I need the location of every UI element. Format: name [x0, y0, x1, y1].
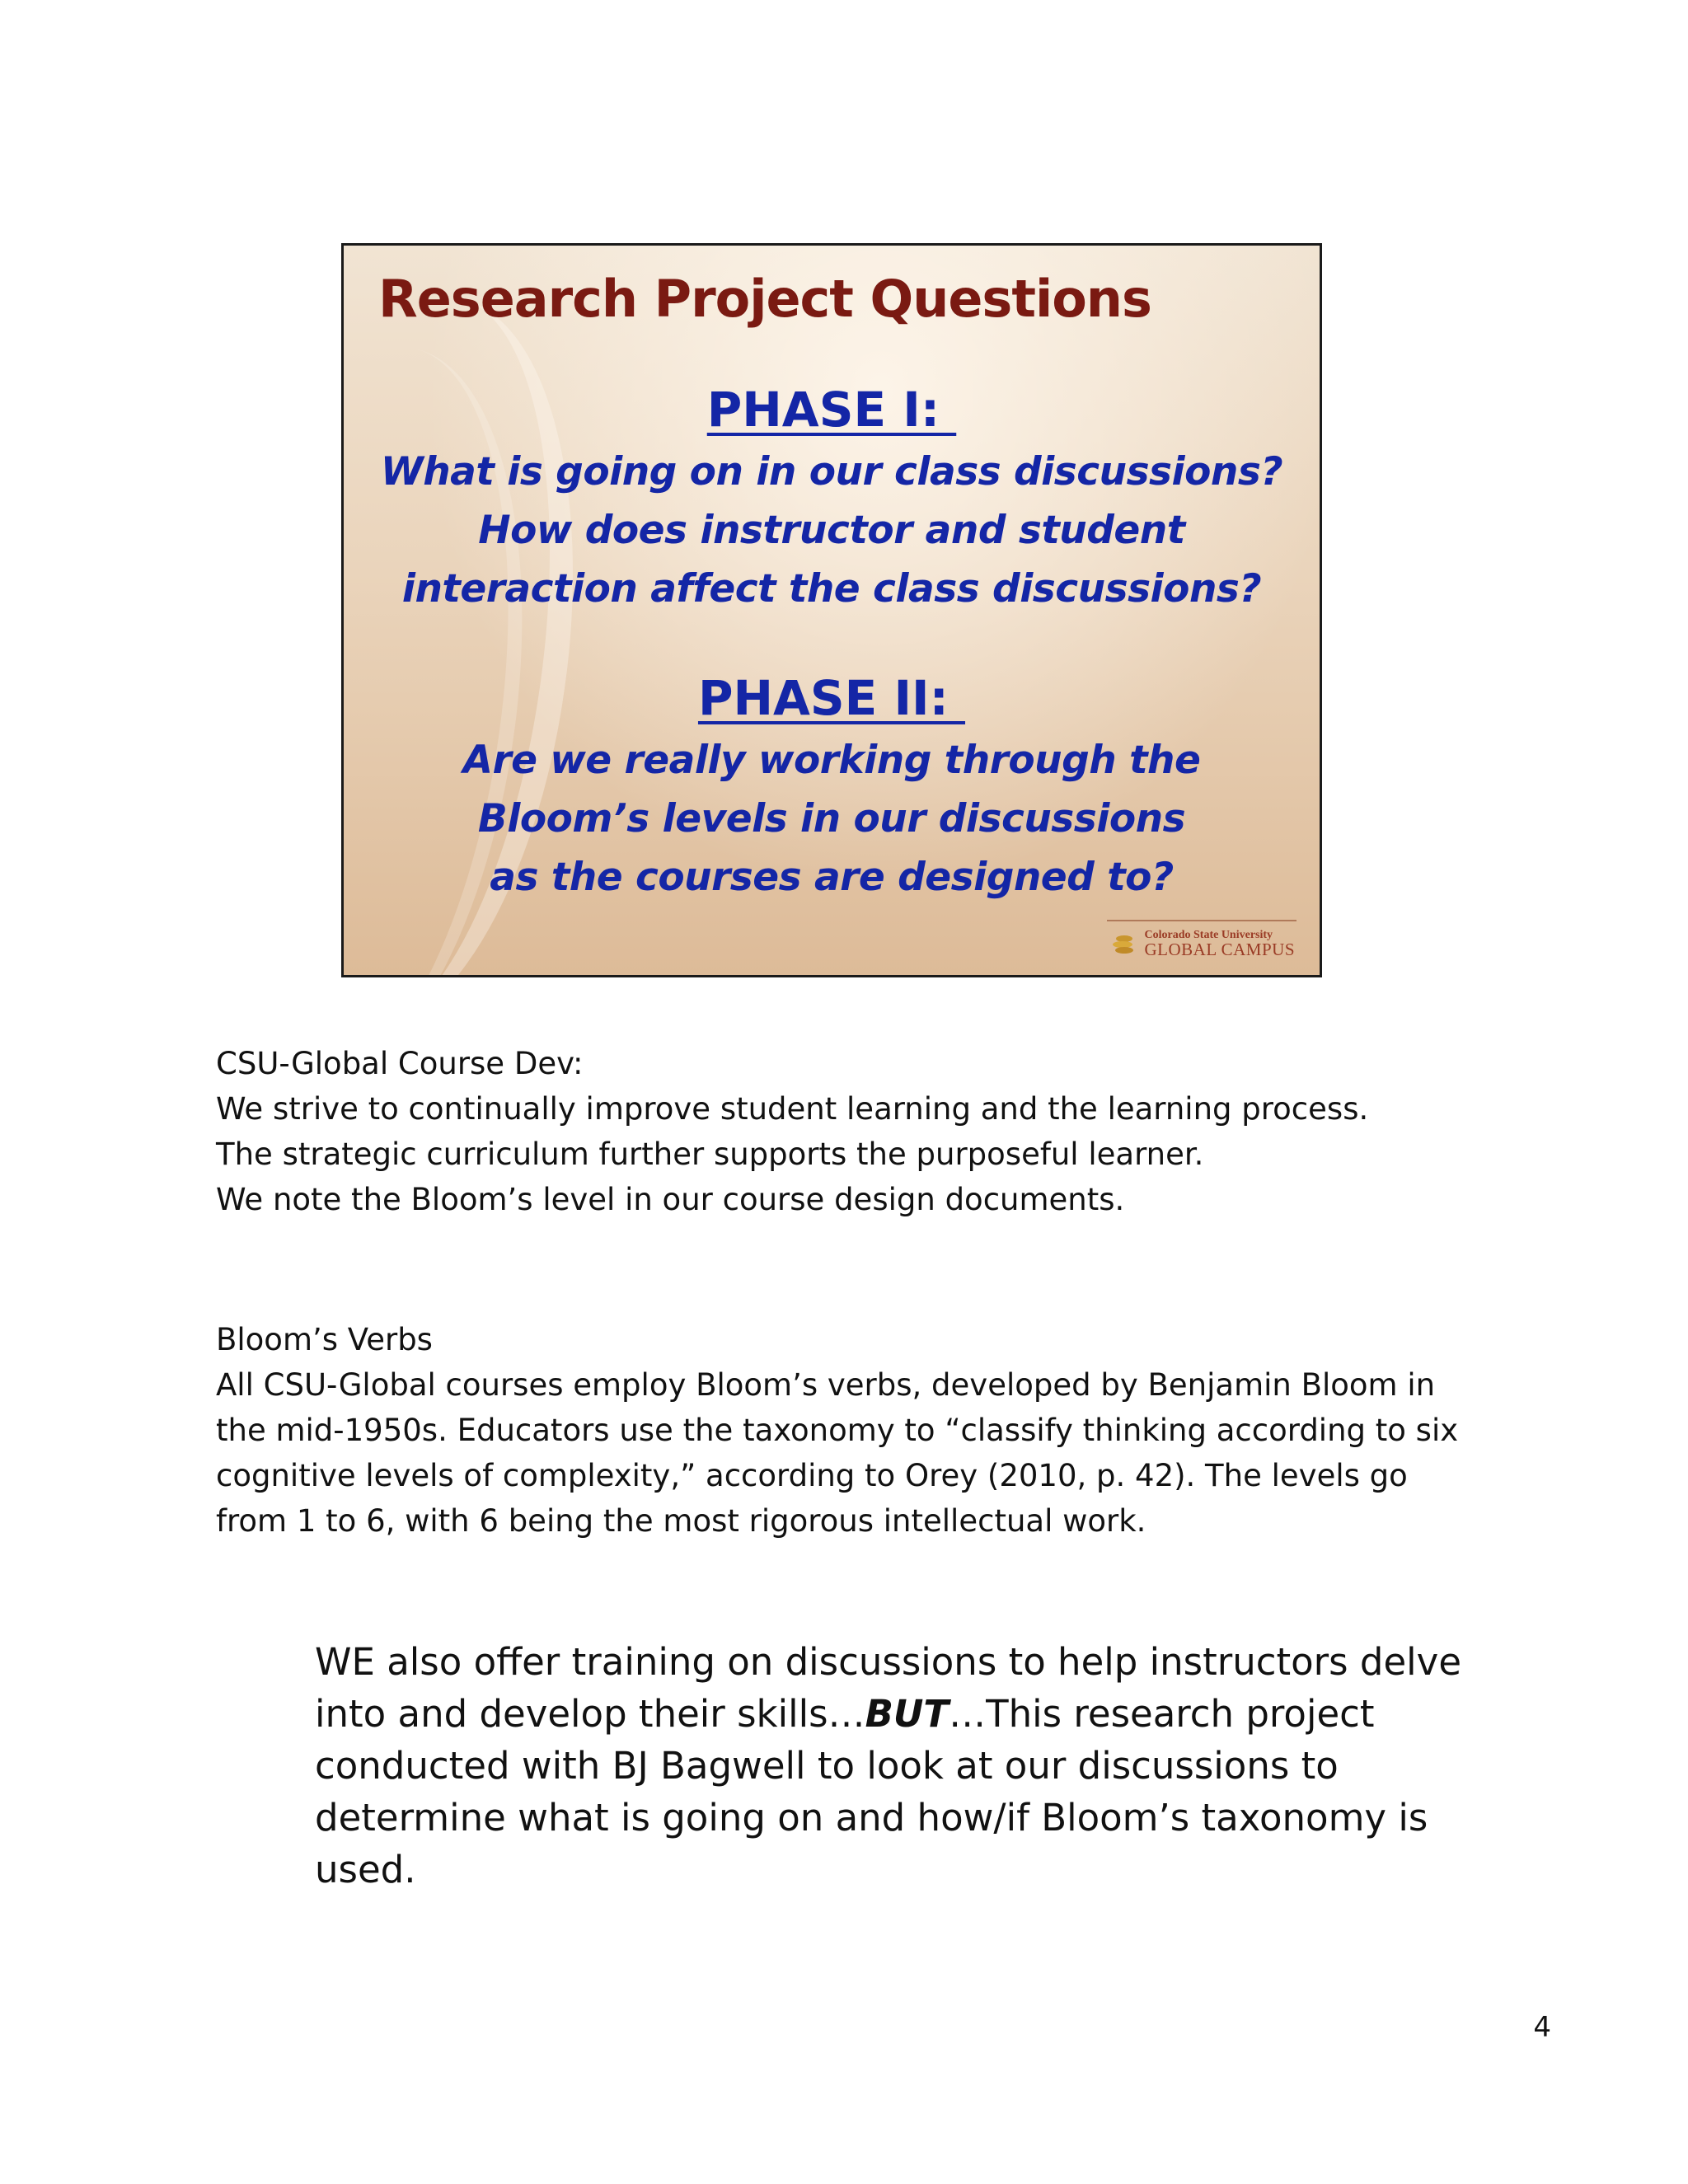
page-number: 4: [1533, 2011, 1551, 2044]
phase-one-block: [344, 382, 1320, 618]
phase-two-line: as the courses are designed to?: [490, 854, 1174, 900]
callout-paragraph: [315, 1636, 1485, 1896]
logo-divider: [1107, 920, 1296, 921]
phase-one-line: interaction affect the class discussions?: [401, 565, 1262, 612]
notes-line: cognitive levels of complexity,” according to Orey (2010, p. 42). The levels go: [216, 1458, 1408, 1493]
notes-line: The strategic curriculum further supports the purposeful learner.: [216, 1137, 1204, 1172]
phase-one-line: What is going on in our class discussions?: [380, 448, 1283, 494]
globe-stack-icon: [1112, 934, 1137, 955]
phase-two-line: Are we really working through the: [462, 737, 1201, 783]
csu-global-logo: [1112, 930, 1296, 958]
callout-emphasis: BUT: [865, 1692, 950, 1736]
callout-text: …This research project conducted with BJ Bagwell to look at our discussions to determine what is going on and how/if Bloom’s taxonomy is used.: [315, 1692, 1428, 1891]
notes-line: All CSU-Global courses employ Bloom’s verbs, developed by Benjamin Bloom in: [216, 1367, 1436, 1403]
phase-one-line: How does instructor and student: [478, 507, 1185, 553]
phase-one-heading: PHASE I:: [706, 382, 957, 438]
logo-campus-name: GLOBAL CAMPUS: [1144, 940, 1295, 959]
notes-line: We note the Bloom’s level in our course design documents.: [216, 1182, 1125, 1217]
phase-two-heading: PHASE II:: [697, 670, 966, 726]
phase-two-block: [344, 670, 1320, 907]
notes-line: the mid-1950s. Educators use the taxonomy to “classify thinking according to six: [216, 1413, 1459, 1448]
slide-thumbnail: [341, 243, 1322, 977]
callout-text: WE also offer training on discussions to help instructors delve into and develop their skills…: [315, 1640, 1462, 1736]
notes-heading: Bloom’s Verbs: [216, 1322, 433, 1357]
logo-text: [1145, 930, 1296, 958]
phase-two-line: Bloom’s levels in our discussions: [477, 795, 1186, 841]
logo-university-name: Colorado State University: [1144, 929, 1273, 941]
notes-heading: CSU-Global Course Dev:: [216, 1046, 584, 1081]
notes-course-dev: [216, 1041, 1502, 1222]
notes-line: from 1 to 6, with 6 being the most rigorous intellectual work.: [216, 1503, 1146, 1539]
notes-line: We strive to continually improve student learning and the learning process.: [216, 1091, 1369, 1127]
slide-title: Research Project Questions: [378, 269, 1151, 329]
notes-blooms-verbs: [216, 1317, 1502, 1544]
